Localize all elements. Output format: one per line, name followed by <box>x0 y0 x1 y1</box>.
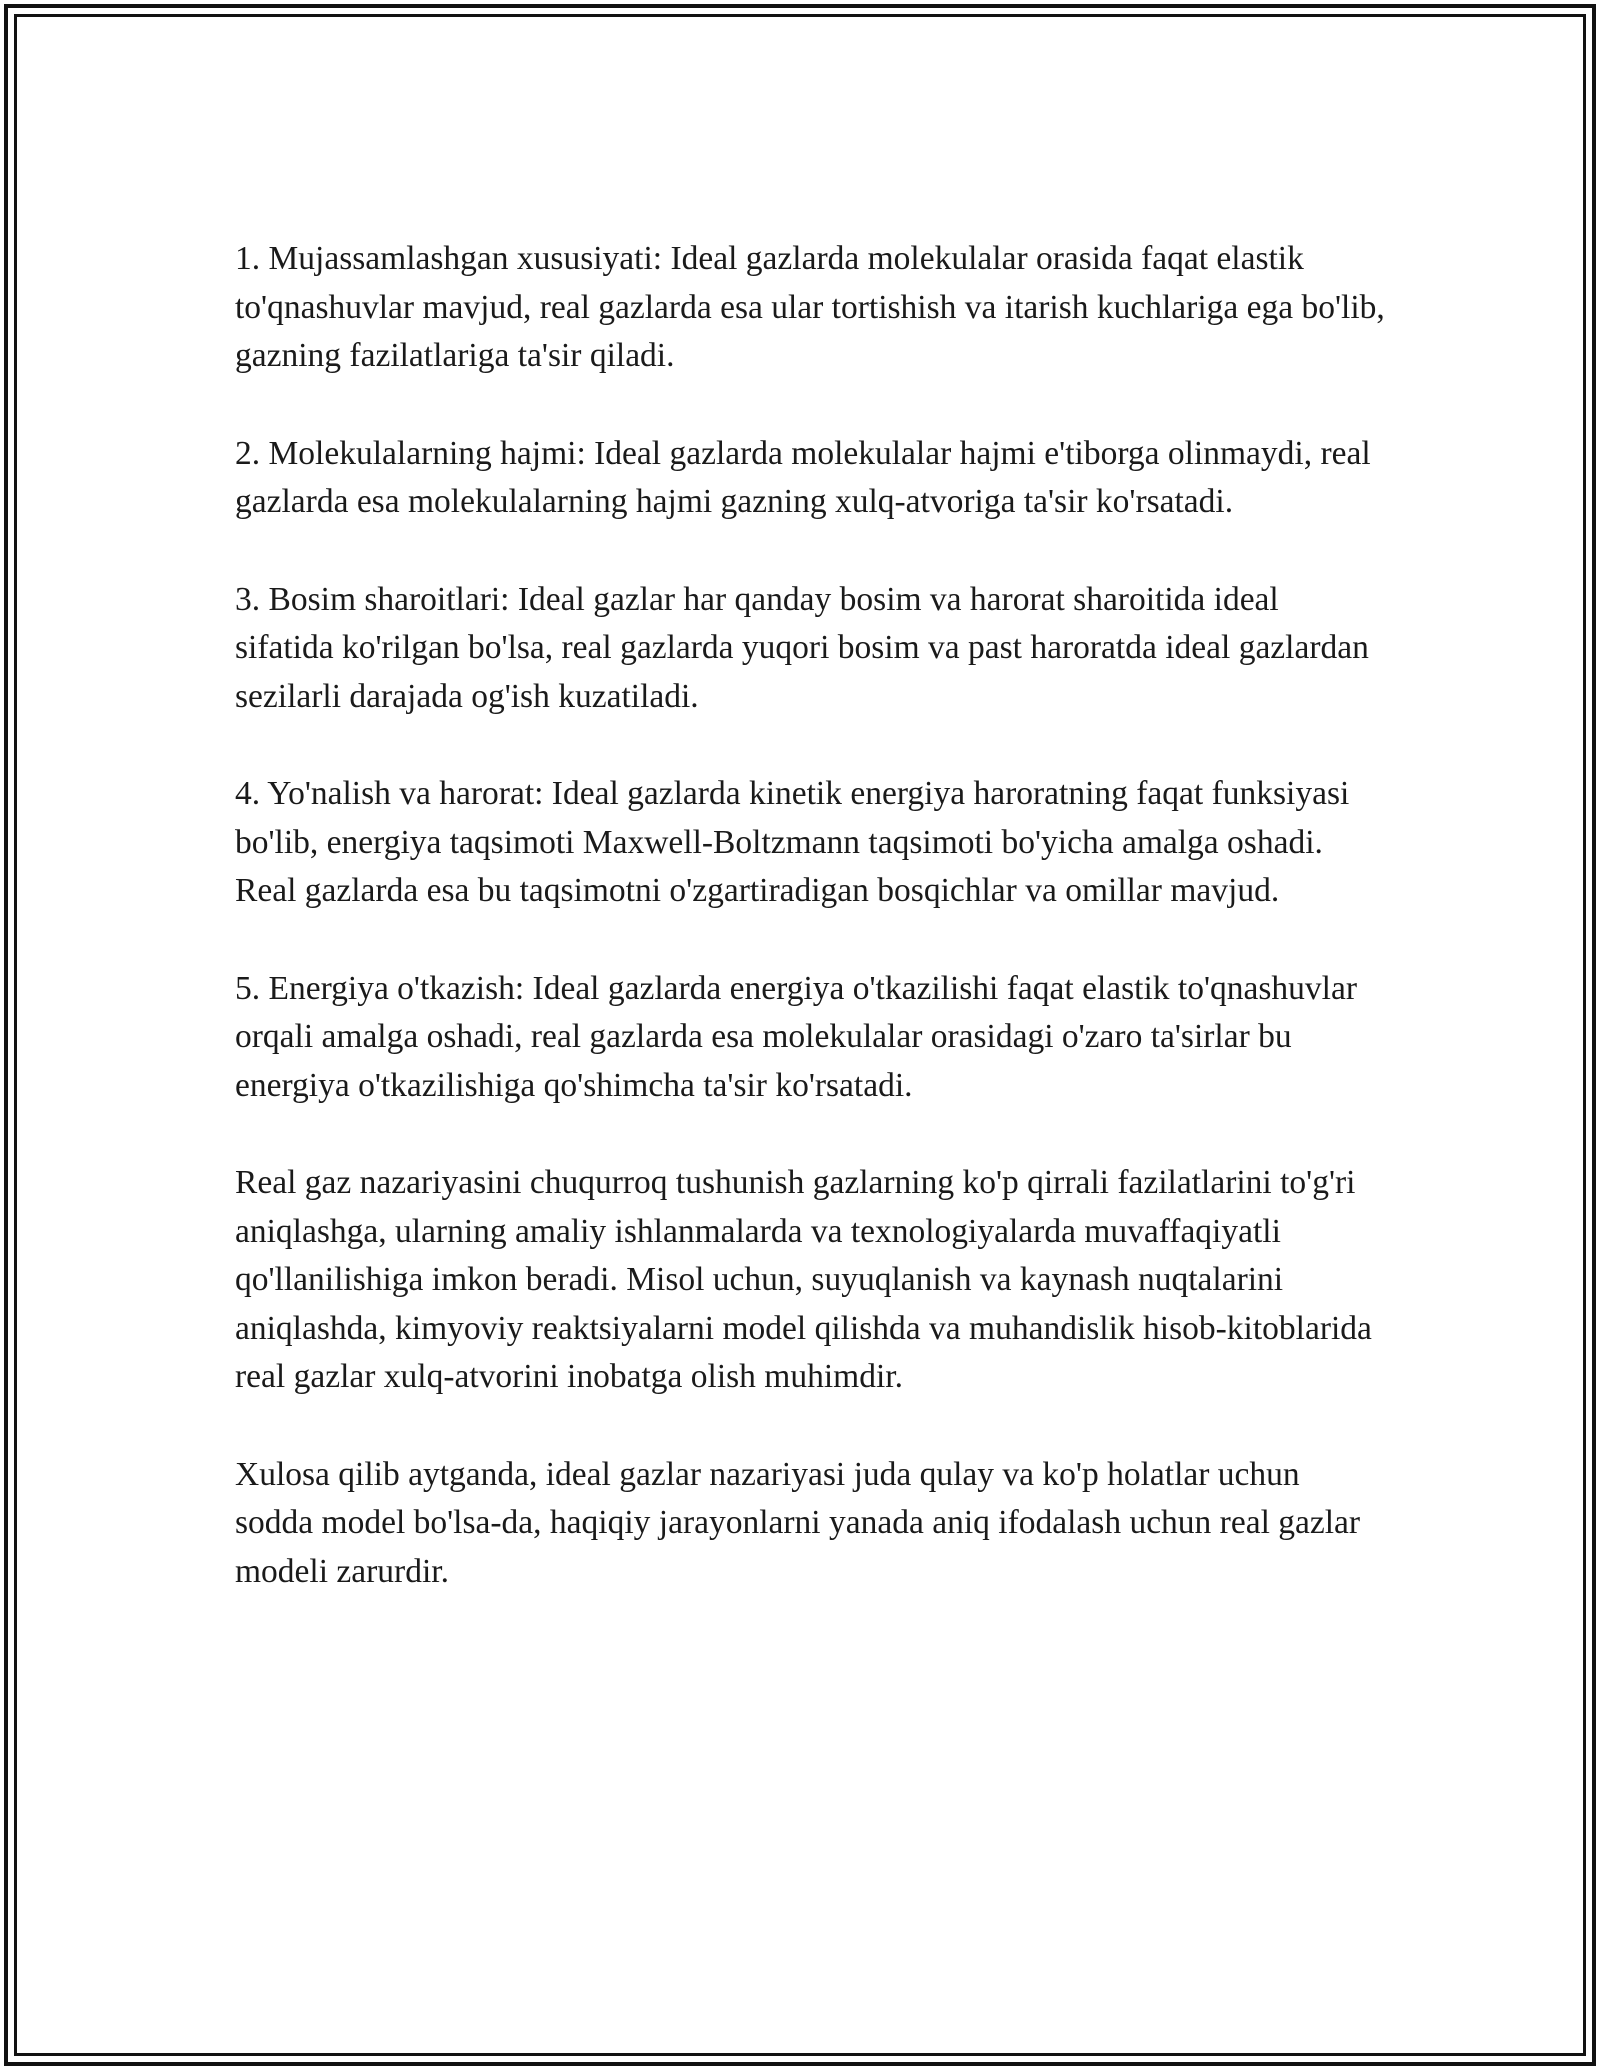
paragraph-point-4: 4. Yo'nalish va harorat: Ideal gazlarda kinetik energiya haroratning faqat funksiyasi bo'lib, energiya taqsimoti Maxwell-Boltzmann taqsimoti bo'yicha amalga oshadi. Real gazlarda esa bu taqsimotni o'zgartiradigan bosqichlar va omillar mavjud. <box>235 775 1350 909</box>
paragraph-point-3: 3. Bosim sharoitlari: Ideal gazlar har qanday bosim va harorat sharoitida ideal sifatida ko'rilgan bo'lsa, real gazlarda yuqori bosim va past haroratda ideal gazlardan sezilarli darajada og'ish kuzatiladi. <box>235 580 1369 715</box>
paragraph-point-5: 5. Energiya o'tkazish: Ideal gazlarda energiya o'tkazilishi faqat elastik to'qnashuvlar orqali amalga oshadi, real gazlarda esa molekulalar orasidagi o'zaro ta'sirlar bu energiya o'tkazilishiga qo'shimcha ta'sir ko'rsatadi. <box>235 969 1357 1104</box>
paragraph-real-gas-theory: Real gaz nazariyasini chuqurroq tushunish gazlarning ko'p qirrali fazilatlarini to'g'ri aniqlashga, ularning amaliy ishlanmalarda va texnologiyalarda muvaffaqiyatli qo'llanilishiga imkon beradi. Misol uchun, suyuqlanish va kaynash nuqtalarini aniqlashda, kimyoviy reaktsiyalarni model qilishda va muhandislik hisob-kitoblarida real gazlar xulq-atvorini inobatga olish muhimdir. <box>235 1164 1372 1395</box>
paragraph-conclusion: Xulosa qilib aytganda, ideal gazlar nazariyasi juda qulay va ko'p holatlar uchun sodda model bo'lsa-da, haqiqiy jarayonlarni yanada aniq ifodalash uchun real gazlar modeli zarurdir. <box>235 1455 1361 1590</box>
paragraph-point-2: 2. Molekulalarning hajmi: Ideal gazlarda molekulalar hajmi e'tiborga olinmaydi, real gazlarda esa molekulalarning hajmi gazning xulq-atvoriga ta'sir ko'rsatadi. <box>235 434 1371 520</box>
document-body <box>235 235 1385 1596</box>
paragraph-point-1: 1. Mujassamlashgan xususiyati: Ideal gazlarda molekulalar orasida faqat elastik to'qnashuvlar mavjud, real gazlarda esa ular tortishish va itarish kuchlariga ega bo'lib, gazning fazilatlariga ta'sir qiladi. <box>235 240 1385 374</box>
